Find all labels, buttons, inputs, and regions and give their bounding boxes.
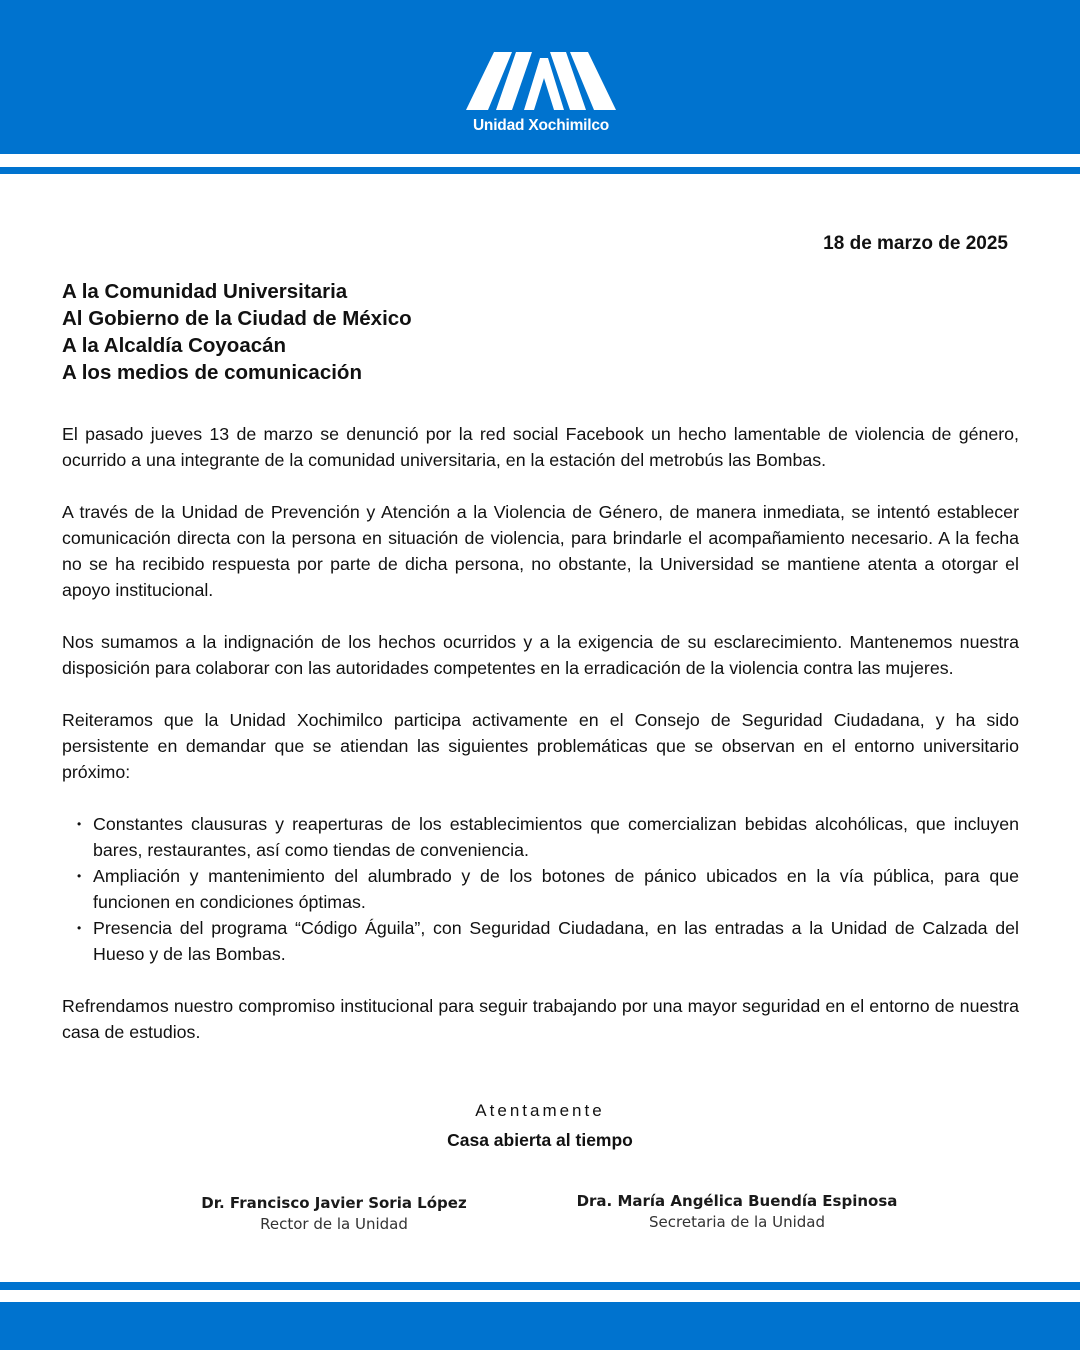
list-item: • Presencia del programa “Código Águila”, con Seguridad Ciudadana, en las entradas a la Unidad de Calzada del Hueso y de las Bombas. xyxy=(93,915,1019,967)
uam-logo xyxy=(466,48,616,134)
header-stripe xyxy=(0,167,1080,174)
footer-stripe xyxy=(0,1282,1080,1290)
addressee-line: A la Alcaldía Coyoacán xyxy=(62,334,287,357)
motto: Casa abierta al tiempo xyxy=(447,1130,633,1150)
closing-paragraph: Refrendamos nuestro compromiso institucional para seguir trabajando por una mayor seguridad en el entorno de nuestra casa de estudios. xyxy=(62,996,1019,1042)
closing-block xyxy=(0,1100,1080,1151)
addressees xyxy=(62,278,412,386)
paragraph: Reiteramos que la Unidad Xochimilco participa activamente en el Consejo de Seguridad Ciudadana, y ha sido persistente en demandar que se atiendan las siguientes problemáticas que se observan en el entorno universitario próximo: xyxy=(62,710,1019,782)
letter-body xyxy=(62,421,1019,1071)
addressee-line: Al Gobierno de la Ciudad de México xyxy=(62,307,412,330)
signatory-name: Dra. María Angélica Buendía Espinosa xyxy=(576,1192,898,1210)
signatory-role: Rector de la Unidad xyxy=(260,1215,408,1233)
paragraph: A través de la Unidad de Prevención y Atención a la Violencia de Género, de manera inmediata, se intentó establecer comunicación directa con la persona en situación de violencia, para brindarle el acompañamiento necesario. A la fecha no se ha recibido respuesta por parte de dicha persona, no obstante, la Universidad se mantiene atenta a otorgar el apoyo institucional. xyxy=(62,502,1019,600)
signature-rector xyxy=(184,1194,484,1233)
addressee-line: A los medios de comunicación xyxy=(62,361,362,384)
list-item: • Ampliación y mantenimiento del alumbrado y de los botones de pánico ubicados en la vía pública, para que funcionen en condiciones óptimas. xyxy=(93,863,1019,915)
footer-band xyxy=(0,1302,1080,1350)
uam-logo-icon xyxy=(466,48,616,114)
demands-list xyxy=(62,811,1019,967)
signatory-role: Secretaria de la Unidad xyxy=(649,1213,825,1231)
paragraph: Nos sumamos a la indignación de los hechos ocurridos y a la exigencia de su esclarecimiento. Mantenemos nuestra disposición para colaborar con las autoridades competentes en la erradicación de la violencia contra las mujeres. xyxy=(62,632,1019,678)
signature-secretary xyxy=(563,1192,911,1231)
paragraph: El pasado jueves 13 de marzo se denunció por la red social Facebook un hecho lamentable de violencia de género, ocurrido a una integrante de la comunidad universitaria, en la estación del metrobús las Bombas. xyxy=(62,424,1019,470)
salutation: Atentamente xyxy=(475,1101,605,1120)
addressee-line: A la Comunidad Universitaria xyxy=(62,280,348,303)
signatory-name: Dr. Francisco Javier Soria López xyxy=(201,1194,467,1212)
unit-name: Unidad Xochimilco xyxy=(472,117,610,134)
letter-date: 18 de marzo de 2025 xyxy=(823,233,1008,254)
list-item: • Constantes clausuras y reaperturas de los establecimientos que comercializan bebidas alcohólicas, que incluyen bares, restaurantes, así como tiendas de conveniencia. xyxy=(93,811,1019,863)
